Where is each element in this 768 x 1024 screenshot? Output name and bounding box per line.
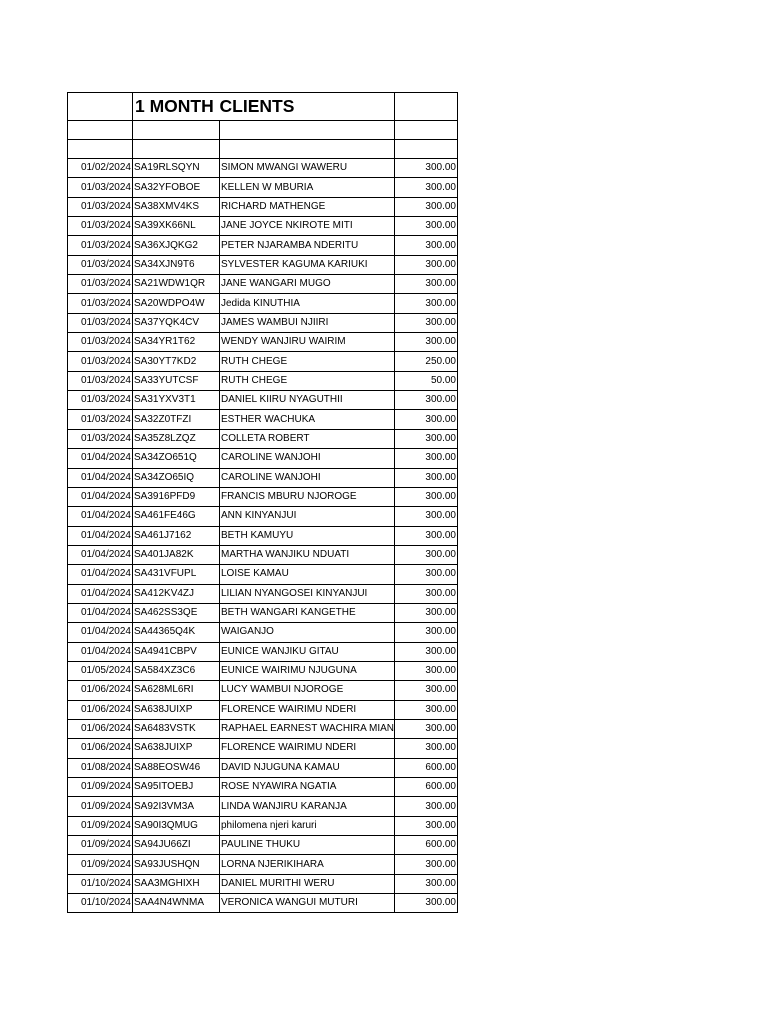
cell-name[interactable]: FLORENCE WAIRIMU NDERI [220,700,395,719]
cell-date[interactable]: 01/04/2024 [68,623,133,642]
cell-code[interactable]: SA3916PFD9 [133,487,220,506]
cell-name[interactable]: WAIGANJO [220,623,395,642]
cell-date[interactable]: 01/04/2024 [68,545,133,564]
cell-amount[interactable]: 300.00 [395,429,458,448]
cell-code[interactable]: SA34XJN9T6 [133,255,220,274]
cell-date[interactable]: 01/06/2024 [68,719,133,738]
table-row [68,855,458,874]
cell-amount[interactable]: 300.00 [395,294,458,313]
cell-amount[interactable]: 300.00 [395,816,458,835]
table-row [68,217,458,236]
cell-amount[interactable]: 300.00 [395,565,458,584]
cell-date[interactable]: 01/03/2024 [68,333,133,352]
cell-code[interactable]: SA462SS3QE [133,603,220,622]
cell-amount[interactable]: 300.00 [395,526,458,545]
cell-empty[interactable] [133,140,220,159]
cell-date[interactable]: 01/03/2024 [68,197,133,216]
cell-date[interactable]: 01/02/2024 [68,159,133,178]
cell-code[interactable]: SA461FE46G [133,507,220,526]
cell-name[interactable]: Jedida KINUTHIA [220,294,395,313]
table-row [68,700,458,719]
cell-code[interactable]: SA34YR1T62 [133,333,220,352]
cell-name[interactable]: BETH WANGARI KANGETHE [220,603,395,622]
cell-amount[interactable]: 300.00 [395,700,458,719]
cell-amount[interactable]: 300.00 [395,487,458,506]
cell-name[interactable]: philomena njeri karuri [220,816,395,835]
table-row [68,391,458,410]
cell-name[interactable]: EUNICE WAIRIMU NJUGUNA [220,661,395,680]
cell-amount[interactable]: 300.00 [395,178,458,197]
cell-name[interactable]: SYLVESTER KAGUMA KARIUKI [220,255,395,274]
cell-date[interactable]: 01/04/2024 [68,526,133,545]
cell-amount[interactable]: 300.00 [395,159,458,178]
cell-name[interactable]: LOISE KAMAU [220,565,395,584]
cell-code[interactable]: SA44365Q4K [133,623,220,642]
cell-amount[interactable]: 300.00 [395,275,458,294]
table-row [68,816,458,835]
cell-date[interactable]: 01/10/2024 [68,874,133,893]
cell-amount[interactable]: 600.00 [395,836,458,855]
cell-name[interactable]: CAROLINE WANJOHI [220,449,395,468]
cell-name[interactable]: RICHARD MATHENGE [220,197,395,216]
cell-code[interactable]: SA88EOSW46 [133,758,220,777]
table-row [68,758,458,777]
clients-table [67,92,458,913]
cell-code[interactable]: SA37YQK4CV [133,313,220,332]
cell-date[interactable]: 01/08/2024 [68,758,133,777]
blank-row [68,140,458,159]
cell-empty[interactable] [220,121,395,140]
cell-name[interactable]: MARTHA WANJIKU NDUATI [220,545,395,564]
cell-name[interactable]: LORNA NJERIKIHARA [220,855,395,874]
cell-code[interactable]: SA20WDPO4W [133,294,220,313]
cell-code[interactable]: SA431VFUPL [133,565,220,584]
table-row [68,255,458,274]
table-row [68,410,458,429]
cell-name[interactable]: SIMON MWANGI WAWERU [220,159,395,178]
table-row [68,661,458,680]
cell-empty[interactable] [68,121,133,140]
cell-name[interactable]: PETER NJARAMBA NDERITU [220,236,395,255]
cell-name[interactable]: BETH KAMUYU [220,526,395,545]
cell-code[interactable]: SA94JU66ZI [133,836,220,855]
cell-name[interactable]: LINDA WANJIRU KARANJA [220,797,395,816]
cell-code[interactable]: SA95ITOEBJ [133,778,220,797]
cell-name[interactable]: JANE WANGARI MUGO [220,275,395,294]
cell-amount[interactable]: 300.00 [395,739,458,758]
cell-empty[interactable] [395,140,458,159]
cell-amount[interactable]: 300.00 [395,603,458,622]
cell-name[interactable]: DANIEL KIIRU NYAGUTHII [220,391,395,410]
sheet-title-part2[interactable]: CLIENTS [220,93,395,121]
cell-code[interactable]: SA638JUIXP [133,700,220,719]
table-row [68,178,458,197]
cell-code[interactable]: SA19RLSQYN [133,159,220,178]
sheet-title-part1[interactable]: 1 MONTH [133,93,220,121]
cell-code[interactable]: SA584XZ3C6 [133,661,220,680]
cell-name[interactable]: WENDY WANJIRU WAIRIM [220,333,395,352]
cell-date[interactable]: 01/03/2024 [68,352,133,371]
cell-name[interactable]: ROSE NYAWIRA NGATIA [220,778,395,797]
cell-date[interactable]: 01/06/2024 [68,681,133,700]
table-row [68,526,458,545]
cell-date[interactable]: 01/04/2024 [68,487,133,506]
cell-date[interactable]: 01/09/2024 [68,836,133,855]
cell-date[interactable]: 01/06/2024 [68,739,133,758]
cell-amount[interactable]: 300.00 [395,623,458,642]
table-row [68,797,458,816]
cell-code[interactable]: SA39XK66NL [133,217,220,236]
cell-date[interactable]: 01/05/2024 [68,661,133,680]
cell-amount[interactable]: 300.00 [395,894,458,913]
table-row [68,545,458,564]
cell-code[interactable]: SA36XJQKG2 [133,236,220,255]
table-row [68,294,458,313]
cell-date[interactable]: 01/03/2024 [68,178,133,197]
cell-date[interactable]: 01/04/2024 [68,468,133,487]
table-row [68,642,458,661]
cell-date[interactable]: 01/09/2024 [68,855,133,874]
cell-date[interactable]: 01/09/2024 [68,797,133,816]
table-row [68,894,458,913]
cell-date[interactable]: 01/03/2024 [68,275,133,294]
cell-name[interactable]: DAVID NJUGUNA KAMAU [220,758,395,777]
cell-date[interactable]: 01/04/2024 [68,603,133,622]
cell-code[interactable]: SA6483VSTK [133,719,220,738]
cell-amount[interactable]: 300.00 [395,661,458,680]
cell-amount[interactable]: 50.00 [395,371,458,390]
cell-amount[interactable]: 250.00 [395,352,458,371]
table-row [68,429,458,448]
cell-name[interactable]: JANE JOYCE NKIROTE MITI [220,217,395,236]
table-row [68,739,458,758]
cell-name[interactable]: RUTH CHEGE [220,371,395,390]
cell-name[interactable]: RUTH CHEGE [220,352,395,371]
cell-date[interactable]: 01/04/2024 [68,507,133,526]
cell-date[interactable]: 01/03/2024 [68,371,133,390]
cell-code[interactable]: SAA3MGHIXH [133,874,220,893]
table-row [68,603,458,622]
cell-date[interactable]: 01/10/2024 [68,894,133,913]
cell-name[interactable]: ESTHER WACHUKA [220,410,395,429]
cell-code[interactable]: SAA4N4WNMA [133,894,220,913]
cell-amount[interactable]: 300.00 [395,410,458,429]
table-row [68,874,458,893]
cell-name[interactable]: FRANCIS MBURU NJOROGE [220,487,395,506]
cell-date[interactable]: 01/03/2024 [68,294,133,313]
cell-code[interactable]: SA32YFOBOE [133,178,220,197]
cell-date[interactable]: 01/03/2024 [68,217,133,236]
cell-amount[interactable]: 300.00 [395,642,458,661]
table-row [68,313,458,332]
table-row [68,584,458,603]
cell-date[interactable]: 01/09/2024 [68,816,133,835]
cell-code[interactable]: SA638JUIXP [133,739,220,758]
table-row [68,449,458,468]
cell-code[interactable]: SA21WDW1QR [133,275,220,294]
cell-amount[interactable]: 300.00 [395,468,458,487]
cell-code[interactable]: SA90I3QMUG [133,816,220,835]
cell-date[interactable]: 01/06/2024 [68,700,133,719]
title-row [68,93,458,121]
cell-code[interactable]: SA34ZO65IQ [133,468,220,487]
cell-name[interactable]: LUCY WAMBUI NJOROGE [220,681,395,700]
cell-amount[interactable]: 600.00 [395,758,458,777]
cell-amount[interactable]: 300.00 [395,255,458,274]
cell-date[interactable]: 01/04/2024 [68,449,133,468]
cell-code[interactable]: SA4941CBPV [133,642,220,661]
table-row [68,352,458,371]
cell-empty[interactable] [68,140,133,159]
table-row [68,719,458,738]
cell-amount[interactable]: 300.00 [395,797,458,816]
cell-empty[interactable] [395,93,458,121]
blank-row [68,121,458,140]
cell-code[interactable]: SA93JUSHQN [133,855,220,874]
table-row [68,159,458,178]
cell-name[interactable]: KELLEN W MBURIA [220,178,395,197]
table-row [68,778,458,797]
cell-amount[interactable]: 300.00 [395,874,458,893]
cell-code[interactable]: SA92I3VM3A [133,797,220,816]
cell-code[interactable]: SA30YT7KD2 [133,352,220,371]
cell-amount[interactable]: 300.00 [395,313,458,332]
cell-name[interactable]: ANN KINYANJUI [220,507,395,526]
cell-code[interactable]: SA38XMV4KS [133,197,220,216]
cell-date[interactable]: 01/03/2024 [68,391,133,410]
cell-code[interactable]: SA32Z0TFZI [133,410,220,429]
cell-amount[interactable]: 300.00 [395,719,458,738]
cell-date[interactable]: 01/04/2024 [68,565,133,584]
cell-code[interactable]: SA34ZO651Q [133,449,220,468]
table-row [68,623,458,642]
cell-name[interactable]: DANIEL MURITHI WERU [220,874,395,893]
cell-name[interactable]: FLORENCE WAIRIMU NDERI [220,739,395,758]
cell-code[interactable]: SA33YUTCSF [133,371,220,390]
cell-name[interactable]: RAPHAEL EARNEST WACHIRA MIAN [220,719,395,738]
cell-code[interactable]: SA35Z8LZQZ [133,429,220,448]
cell-amount[interactable]: 300.00 [395,391,458,410]
cell-name[interactable]: COLLETA ROBERT [220,429,395,448]
cell-name[interactable]: JAMES WAMBUI NJIIRI [220,313,395,332]
cell-amount[interactable]: 600.00 [395,778,458,797]
table-row [68,333,458,352]
cell-amount[interactable]: 300.00 [395,545,458,564]
cell-amount[interactable]: 300.00 [395,236,458,255]
cell-code[interactable]: SA461J7162 [133,526,220,545]
cell-code[interactable]: SA401JA82K [133,545,220,564]
cell-amount[interactable]: 300.00 [395,507,458,526]
table-row [68,507,458,526]
cell-empty[interactable] [133,121,220,140]
table-row [68,197,458,216]
cell-name[interactable]: EUNICE WANJIKU GITAU [220,642,395,661]
cell-date[interactable]: 01/04/2024 [68,584,133,603]
cell-amount[interactable]: 300.00 [395,855,458,874]
table-row [68,236,458,255]
cell-amount[interactable]: 300.00 [395,217,458,236]
cell-amount[interactable]: 300.00 [395,449,458,468]
cell-name[interactable]: VERONICA WANGUI MUTURI [220,894,395,913]
cell-empty[interactable] [220,140,395,159]
table-row [68,275,458,294]
table-row [68,836,458,855]
cell-name[interactable]: CAROLINE WANJOHI [220,468,395,487]
cell-amount[interactable]: 300.00 [395,584,458,603]
table-row [68,371,458,390]
table-row [68,487,458,506]
cell-date[interactable]: 01/04/2024 [68,642,133,661]
cell-date[interactable]: 01/03/2024 [68,255,133,274]
cell-name[interactable]: PAULINE THUKU [220,836,395,855]
cell-code[interactable]: SA31YXV3T1 [133,391,220,410]
cell-date[interactable]: 01/03/2024 [68,429,133,448]
table-row [68,565,458,584]
cell-code[interactable]: SA412KV4ZJ [133,584,220,603]
table-row [68,681,458,700]
cell-date[interactable]: 01/03/2024 [68,236,133,255]
cell-amount[interactable]: 300.00 [395,197,458,216]
cell-empty[interactable] [68,93,133,121]
table-row [68,468,458,487]
cell-date[interactable]: 01/09/2024 [68,778,133,797]
cell-date[interactable]: 01/03/2024 [68,410,133,429]
cell-name[interactable]: LILIAN NYANGOSEI KINYANJUI [220,584,395,603]
cell-amount[interactable]: 300.00 [395,681,458,700]
cell-empty[interactable] [395,121,458,140]
cell-amount[interactable]: 300.00 [395,333,458,352]
cell-code[interactable]: SA628ML6RI [133,681,220,700]
cell-date[interactable]: 01/03/2024 [68,313,133,332]
